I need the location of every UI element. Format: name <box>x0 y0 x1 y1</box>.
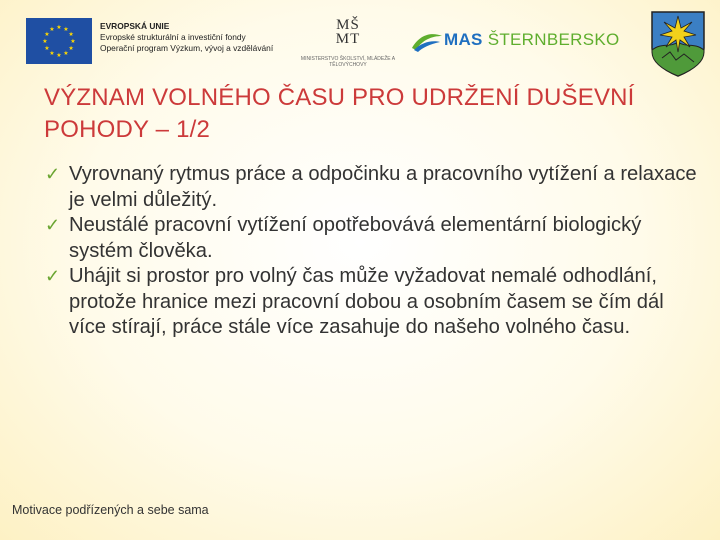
msmt-caption: MINISTERSTVO ŠKOLSTVÍ, MLÁDEŽE A TĚLOVÝCHOVY <box>300 56 396 68</box>
eu-star-icon: ★ <box>68 46 74 52</box>
msmt-logo <box>300 18 396 70</box>
bullet-text: Neustálé pracovní vytížení opotřebovává elementární biologický systém člověka. <box>69 214 642 262</box>
swoosh-icon <box>410 30 444 52</box>
checkmark-icon: ✓ <box>45 266 61 286</box>
mas-logo-text <box>444 30 620 50</box>
eu-flag-icon <box>26 18 92 64</box>
mas-brand: MAS <box>444 30 483 49</box>
msmt-mark: MŠ MT <box>335 17 361 47</box>
slide-title: VÝZNAM VOLNÉHO ČASU PRO UDRŽENÍ DUŠEVNÍ POHODY – 1/2 <box>44 84 635 143</box>
checkmark-icon: ✓ <box>45 164 61 184</box>
eu-star-icon: ★ <box>44 32 50 38</box>
eu-line-1: EVROPSKÁ UNIE <box>100 21 170 31</box>
bullet-item <box>44 162 704 213</box>
eu-star-icon: ★ <box>56 25 62 31</box>
mas-name: ŠTERNBERSKO <box>487 30 620 49</box>
eu-star-icon: ★ <box>42 39 48 45</box>
eu-logo-text <box>100 21 273 54</box>
eu-line-2: Evropské strukturální a investiční fondy <box>100 32 246 42</box>
bullet-text: Uhájit si prostor pro volný čas může vyžadovat nemalé odhodlání, protože hranice mezi pracovní dobou a osobním časem se čím dál více stírají, práce stále více zasahuje do našeho volného času. <box>69 265 664 338</box>
checkmark-icon: ✓ <box>45 215 61 235</box>
eu-star-icon: ★ <box>63 51 69 58</box>
eu-star-icon: ★ <box>68 32 74 38</box>
bullet-item <box>44 213 704 264</box>
bullet-list <box>44 162 704 341</box>
logo-bar <box>0 0 720 82</box>
eu-star-icon: ★ <box>70 39 76 45</box>
eu-star-icon: ★ <box>63 26 69 33</box>
eu-star-icon: ★ <box>56 53 62 59</box>
eu-star-icon: ★ <box>44 46 50 52</box>
eu-star-icon: ★ <box>49 26 55 33</box>
bullet-item <box>44 264 704 341</box>
footer-text: Motivace podřízených a sebe sama <box>12 503 209 517</box>
coat-of-arms-icon <box>648 8 708 78</box>
eu-line-3: Operační program Výzkum, vývoj a vzdělávání <box>100 43 274 53</box>
eu-star-icon: ★ <box>49 51 55 58</box>
bullet-text: Vyrovnaný rytmus práce a odpočinku a pracovního vytížení a relaxace je velmi důležitý. <box>69 163 697 211</box>
